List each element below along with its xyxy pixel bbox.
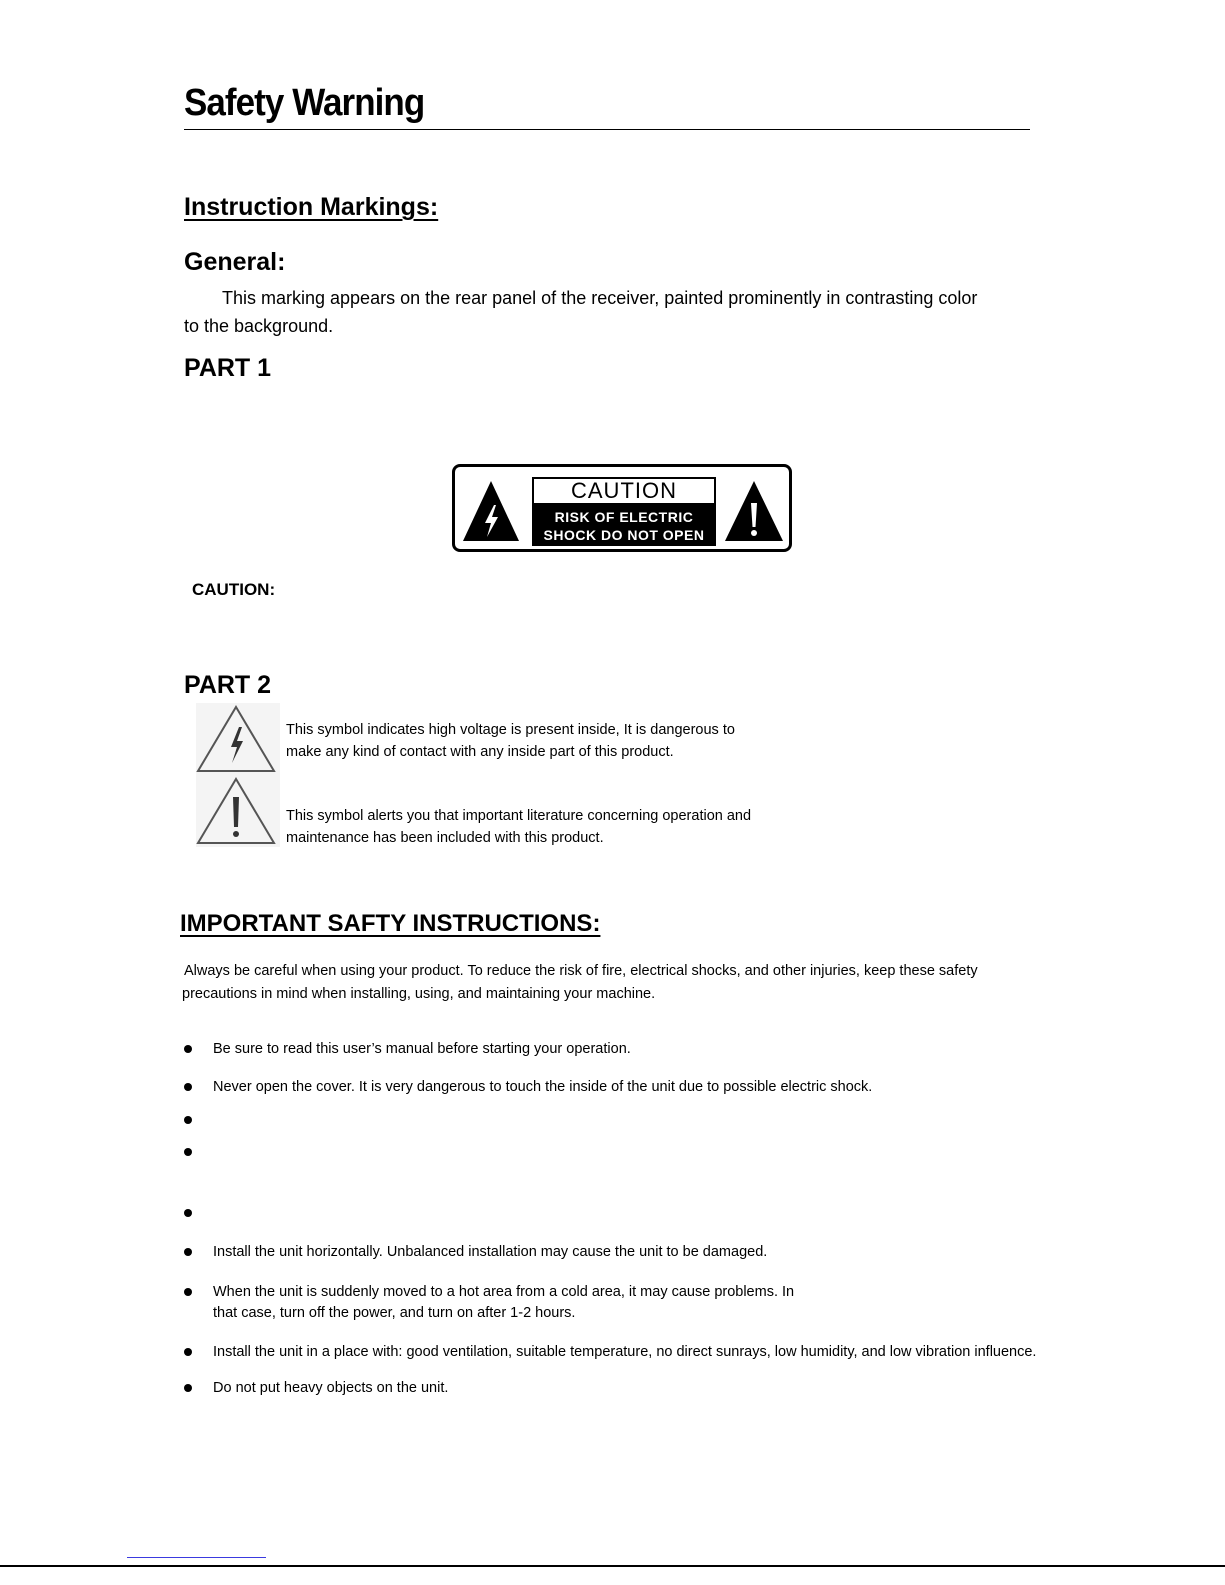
general-heading: General: bbox=[184, 248, 286, 276]
bullet-dot bbox=[184, 1045, 192, 1053]
intro-line2: precautions in mind when installing, using, and maintaining your machine. bbox=[182, 986, 656, 1002]
caution-box-line1: RISK OF ELECTRIC bbox=[554, 509, 694, 525]
footer-link-line bbox=[127, 1557, 266, 1558]
exclamation-warning-icon bbox=[723, 479, 785, 543]
bullet-dot bbox=[184, 1288, 192, 1296]
bullet-dot bbox=[184, 1148, 192, 1156]
caution-box-title: CAUTION bbox=[532, 477, 716, 505]
caution-box-warning bbox=[532, 505, 716, 546]
exclamation-triangle-icon bbox=[196, 775, 280, 847]
symbol2-text-line1: This symbol alerts you that important literature concerning operation and bbox=[286, 808, 752, 824]
caution-box-line2: SHOCK DO NOT OPEN bbox=[543, 527, 705, 543]
bullet-dot bbox=[184, 1384, 192, 1392]
bullet-dot bbox=[184, 1348, 192, 1356]
general-text-line1: This marking appears on the rear panel of the receiver, painted prominently in contrasting color bbox=[222, 288, 978, 308]
footer-rule bbox=[0, 1565, 1225, 1567]
caution-label: CAUTION: bbox=[192, 580, 276, 599]
general-text-line2: to the background. bbox=[184, 316, 334, 336]
bullet-text: Never open the cover. It is very dangerous to touch the inside of the unit due to possible electric shock. bbox=[213, 1079, 873, 1095]
part1-heading: PART 1 bbox=[184, 354, 272, 382]
symbol1-text-line2: make any kind of contact with any inside part of this product. bbox=[286, 744, 674, 760]
symbol1-text-line1: This symbol indicates high voltage is present inside, It is dangerous to bbox=[286, 722, 735, 738]
part2-heading: PART 2 bbox=[184, 671, 272, 699]
bullet-text: Do not put heavy objects on the unit. bbox=[213, 1380, 449, 1396]
intro-line1: Always be careful when using your product. To reduce the risk of fire, electrical shocks, and other injuries, keep these safety bbox=[184, 963, 978, 979]
lightning-triangle-icon bbox=[196, 703, 280, 775]
bullet-dot bbox=[184, 1209, 192, 1217]
bullet-text: Be sure to read this user’s manual before starting your operation. bbox=[213, 1041, 631, 1057]
important-safety-heading: IMPORTANT SAFTY INSTRUCTIONS: bbox=[180, 910, 601, 937]
page-title: Safety Warning bbox=[184, 82, 425, 124]
instruction-markings-heading: Instruction Markings: bbox=[184, 193, 439, 221]
high-voltage-symbol bbox=[196, 703, 280, 775]
bullet-dot bbox=[184, 1116, 192, 1124]
high-voltage-icon bbox=[461, 479, 521, 543]
bullet-dot bbox=[184, 1248, 192, 1256]
bullet-text: Install the unit in a place with: good ventilation, suitable temperature, no direct sunrays, low humidity, and low vibration influence. bbox=[213, 1344, 1037, 1360]
title-rule bbox=[184, 129, 1030, 130]
bullet-dot bbox=[184, 1083, 192, 1091]
caution-marking bbox=[452, 464, 792, 552]
symbol2-text-line2: maintenance has been included with this product. bbox=[286, 830, 604, 846]
bullet-text: Install the unit horizontally. Unbalanced installation may cause the unit to be damaged. bbox=[213, 1244, 768, 1260]
bullet-text-continuation: that case, turn off the power, and turn on after 1-2 hours. bbox=[213, 1305, 576, 1321]
literature-alert-symbol bbox=[196, 775, 280, 847]
bullet-text: When the unit is suddenly moved to a hot area from a cold area, it may cause problems. In bbox=[213, 1284, 795, 1300]
